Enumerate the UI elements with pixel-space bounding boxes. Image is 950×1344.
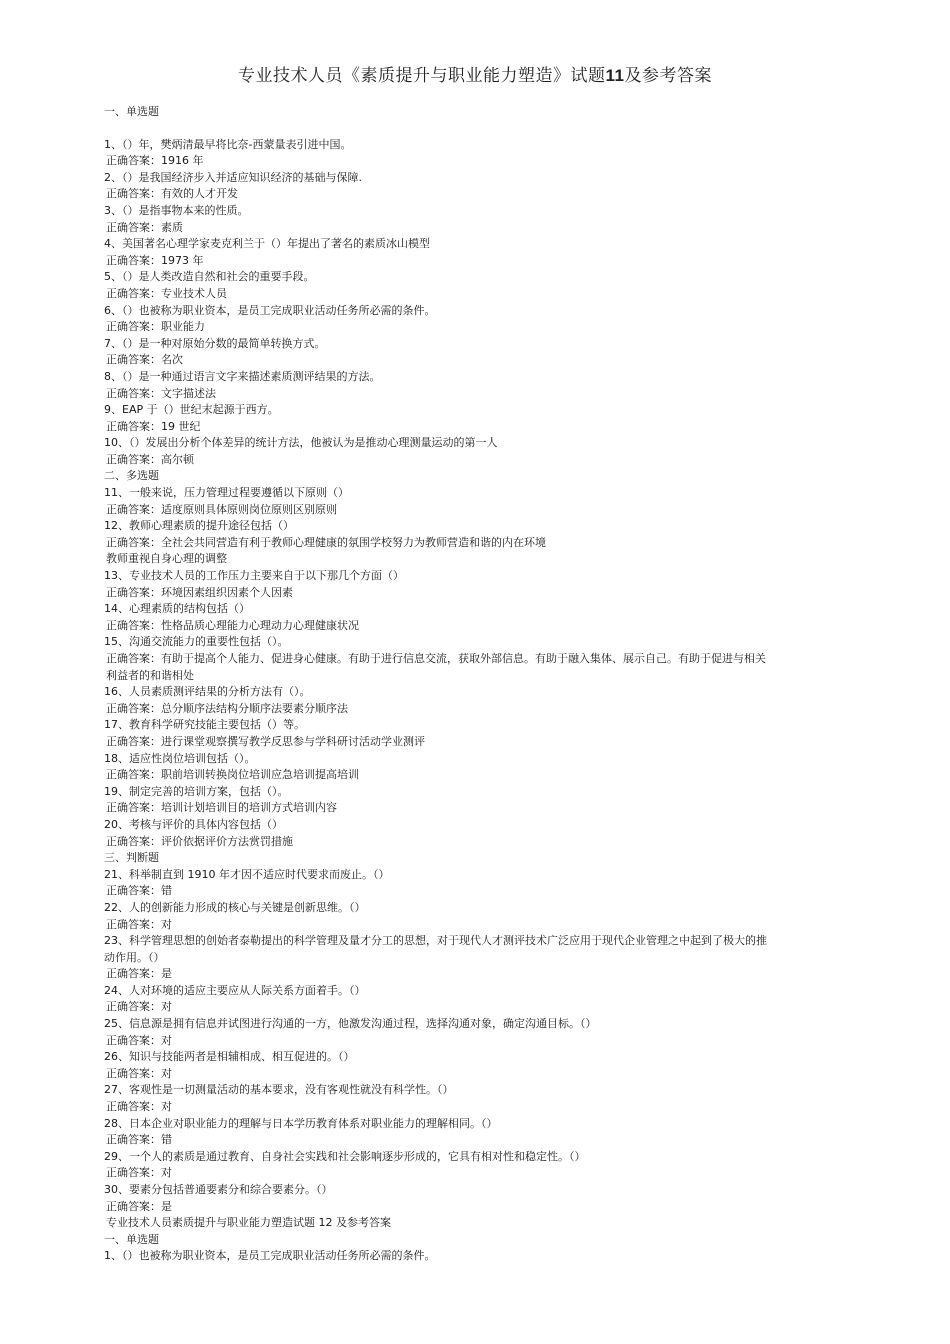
- answer-line: 正确答案：1973 年: [106, 253, 204, 267]
- question-line: 19、制定完善的培训方案，包括（）。: [104, 784, 289, 798]
- question-line: 21、科举制直到 1910 年才因不适应时代要求而废止。（）: [104, 867, 390, 881]
- question-line: 15、沟通交流能力的重要性包括（）。: [104, 635, 289, 649]
- answer-line: 正确答案：培训计划培训目的培训方式培训内容: [106, 801, 337, 815]
- question-line: 9、EAP 于（）世纪末起源于西方。: [104, 403, 279, 417]
- answer-line: 正确答案：有效的人才开发: [106, 187, 238, 201]
- question-line: 1、（）也被称为职业资本，是员工完成职业活动任务所必需的条件。: [104, 1249, 436, 1263]
- answer-line: 利益者的和谐相处: [106, 668, 194, 682]
- section-heading: 一、单选题: [104, 1232, 159, 1246]
- question-line: 20、考核与评价的具体内容包括（）: [104, 817, 283, 831]
- answer-line: 正确答案：适度原则具体原则岗位原则区别原则: [106, 502, 337, 516]
- question-line: 22、人的创新能力形成的核心与关键是创新思维。（）: [104, 900, 366, 914]
- answer-line: 正确答案：名次: [106, 353, 183, 367]
- answer-line: 正确答案：1916 年: [106, 154, 204, 168]
- answer-line: 正确答案：是: [106, 1199, 172, 1213]
- answer-line: 专业技术人员素质提升与职业能力塑造试题 12 及参考答案: [106, 1216, 391, 1230]
- question-line: 24、人对环境的适应主要应从人际关系方面着手。（）: [104, 983, 366, 997]
- answer-line: 正确答案：错: [106, 1133, 172, 1147]
- answer-line: 正确答案：性格品质心理能力心理动力心理健康状况: [106, 618, 359, 632]
- answer-line: 教师重视自身心理的调整: [106, 552, 227, 566]
- question-line: 4、美国著名心理学家麦克利兰于（）年提出了著名的素质冰山模型: [104, 237, 430, 251]
- answer-line: 正确答案：高尔顿: [106, 452, 194, 466]
- title-prefix: 专业技术人员《素质提升与职业能力塑造》试题: [238, 66, 606, 86]
- question-line: 18、适应性岗位培训包括（）。: [104, 751, 256, 765]
- title-number: 11: [605, 66, 625, 85]
- question-line: 23、科学管理思想的创始者泰勒提出的科学管理及量才分工的思想，对于现代人才测评技术广泛应用于现代企业管理之中起到了极大的推: [104, 934, 767, 948]
- answer-line: 正确答案：19 世纪: [106, 419, 201, 433]
- question-line: 28、日本企业对职业能力的理解与日本学历教育体系对职业能力的理解相同。（）: [104, 1116, 498, 1130]
- question-line: 11、一般来说，压力管理过程要遵循以下原则（）: [104, 486, 349, 500]
- question-line: 29、一个人的素质是通过教育、自身社会实践和社会影响逐步形成的，它具有相对性和稳定性。（）: [104, 1149, 586, 1163]
- spacer: [104, 121, 874, 137]
- question-line: 1、（）年，樊炳清最早将比奈-西蒙量表引进中国。: [104, 137, 352, 151]
- answer-line: 正确答案：对: [106, 917, 172, 931]
- page-title: [0, 64, 950, 88]
- question-line: 6、（）也被称为职业资本，是员工完成职业活动任务所必需的条件。: [104, 303, 436, 317]
- question-line: 26、知识与技能两者是相辅相成、相互促进的。（）: [104, 1050, 355, 1064]
- answer-line: 正确答案：对: [106, 1033, 172, 1047]
- answer-line: 正确答案：错: [106, 884, 172, 898]
- answer-line: 正确答案：有助于提高个人能力、促进身心健康。有助于进行信息交流，获取外部信息。有助于融入集体、展示自己。有助于促进与相关: [106, 652, 766, 665]
- answer-line: 正确答案：文字描述法: [106, 386, 216, 400]
- section-heading: 三、判断题: [104, 851, 159, 865]
- answer-line: 正确答案：对: [106, 1066, 172, 1080]
- question-line: 8、（）是一种通过语言文字来描述素质测评结果的方法。: [104, 369, 381, 383]
- question-line: 12、教师心理素质的提升途径包括（）: [104, 519, 294, 533]
- title-suffix: 及参考答案: [624, 66, 712, 86]
- answer-line: 正确答案：素质: [106, 220, 183, 234]
- document-body: [104, 104, 874, 1265]
- question-line: 2、（）是我国经济步入并适应知识经济的基础与保障.: [104, 170, 362, 184]
- answer-line: 正确答案：对: [106, 1000, 172, 1014]
- question-line: 17、教育科学研究技能主要包括（）等。: [104, 718, 305, 732]
- question-line: 7、（）是一种对原始分数的最简单转换方式。: [104, 336, 326, 350]
- section-heading: 二、多选题: [104, 469, 159, 483]
- question-line: 13、专业技术人员的工作压力主要来自于以下那几个方面（）: [104, 569, 404, 583]
- question-line: 30、要素分包括普通要素分和综合要素分。（）: [104, 1183, 333, 1196]
- answer-line: 正确答案：职前培训转换岗位培训应急培训提高培训: [106, 768, 359, 782]
- answer-line: 正确答案：职业能力: [106, 320, 205, 334]
- answer-line: 正确答案：总分顺序法结构分顺序法要素分顺序法: [106, 701, 348, 715]
- question-line: 27、客观性是一切测量活动的基本要求，没有客观性就没有科学性。（）: [104, 1083, 454, 1097]
- answer-line: 正确答案：对: [106, 1100, 172, 1114]
- question-line: 14、心理素质的结构包括（）: [104, 602, 250, 616]
- question-line: 5、（）是人类改造自然和社会的重要手段。: [104, 270, 315, 284]
- question-line: 10、（）发展出分析个体差异的统计方法，他被认为是推动心理测量运动的第一人: [104, 436, 498, 450]
- answer-line: 正确答案：对: [106, 1166, 172, 1180]
- question-line: 16、人员素质测评结果的分析方法有（）。: [104, 685, 311, 699]
- answer-line: 正确答案：全社会共同营造有利于教师心理健康的氛围学校努力为教师营造和谐的内在环境: [106, 535, 546, 549]
- question-line: 3、（）是指事物本来的性质。: [104, 203, 249, 217]
- question-line: 动作用。（）: [104, 950, 165, 964]
- answer-line: 正确答案：专业技术人员: [106, 286, 227, 300]
- answer-line: 正确答案：评价依据评价方法赏罚措施: [106, 834, 293, 848]
- answer-line: 正确答案：是: [106, 967, 172, 981]
- section-heading: 一、单选题: [104, 105, 159, 118]
- answer-line: 正确答案：环境因素组织因素个人因素: [106, 585, 293, 599]
- answer-line: 正确答案：进行课堂观察撰写教学反思参与学科研讨活动学业测评: [106, 734, 425, 748]
- question-line: 25、信息源是拥有信息并试图进行沟通的一方，他激发沟通过程，选择沟通对象，确定沟通目标。（）: [104, 1017, 597, 1031]
